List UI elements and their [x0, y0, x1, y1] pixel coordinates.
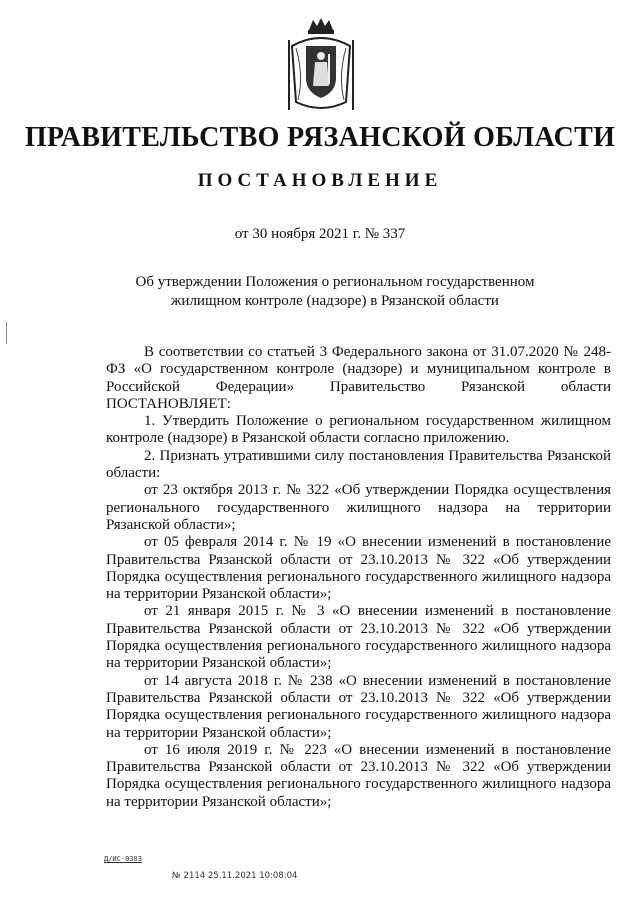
document-date-number: от 30 ноября 2021 г. № 337: [234, 226, 406, 242]
clause-1-paragraph: 1. Утвердить Положение о региональном государственном жилищном контроле (надзоре) в Рязанской области согласно приложению.: [106, 413, 611, 447]
repealed-act-item: от 14 августа 2018 г. № 238 «О внесении изменений в постановление Правительства Рязанской области от 23.10.2013 № 322 «Об утверждении Порядка осуществления регионального государственного жилищного надзора на территории Рязанской области»;: [106, 672, 611, 741]
clause-2-paragraph: 2. Признать утратившими силу постановления Правительства Рязанской области:: [106, 447, 611, 482]
subject-line-2: жилищном контроле (надзоре) в Рязанской области: [171, 293, 499, 309]
footer-registration-note: № 2114 25.11.2021 10:08:04: [172, 871, 298, 881]
ryazan-coat-of-arms-icon: [284, 16, 358, 114]
subject-line-1: Об утверждении Положения о региональном государственном: [135, 274, 535, 290]
repealed-act-item: от 23 октября 2013 г. № 322 «Об утверждении Порядка осуществления регионального государственного жилищного надзора на территории Рязанской области»;: [106, 482, 611, 533]
document-body: [106, 344, 611, 811]
preamble-paragraph: В соответствии со статьей 3 Федерального закона от 31.07.2020 № 248-ФЗ «О государственном контроле (надзоре) и муниципальном контроле в Российской Федерации» Правительство Рязанской области ПОСТАНОВЛЯЕТ:: [106, 344, 611, 412]
footer-stamp: Д/ИС-0303: [104, 855, 142, 863]
document-subject: [125, 273, 545, 311]
scan-margin-mark: [6, 322, 7, 344]
government-title: ПРАВИТЕЛЬСТВО РЯЗАНСКОЙ ОБЛАСТИ: [24, 122, 616, 153]
repealed-act-item: от 05 февраля 2014 г. № 19 «О внесении изменений в постановление Правительства Рязанской области от 23.10.2013 № 322 «Об утверждении Порядка осуществления регионального государственного жилищного надзора на территории Рязанской области»;: [106, 534, 611, 603]
repealed-act-item: от 16 июля 2019 г. № 223 «О внесении изменений в постановление Правительства Рязанской области от 23.10.2013 № 322 «Об утверждении Порядка осуществления регионального государственного жилищного надзора на территории Рязанской области»;: [106, 741, 611, 810]
repealed-act-item: от 21 января 2015 г. № 3 «О внесении изменений в постановление Правительства Рязанской области от 23.10.2013 № 322 «Об утверждении Порядка осуществления регионального государственного жилищного надзора на территории Рязанской области»;: [106, 603, 611, 672]
document-type: ПОСТАНОВЛЕНИЕ: [197, 170, 443, 191]
